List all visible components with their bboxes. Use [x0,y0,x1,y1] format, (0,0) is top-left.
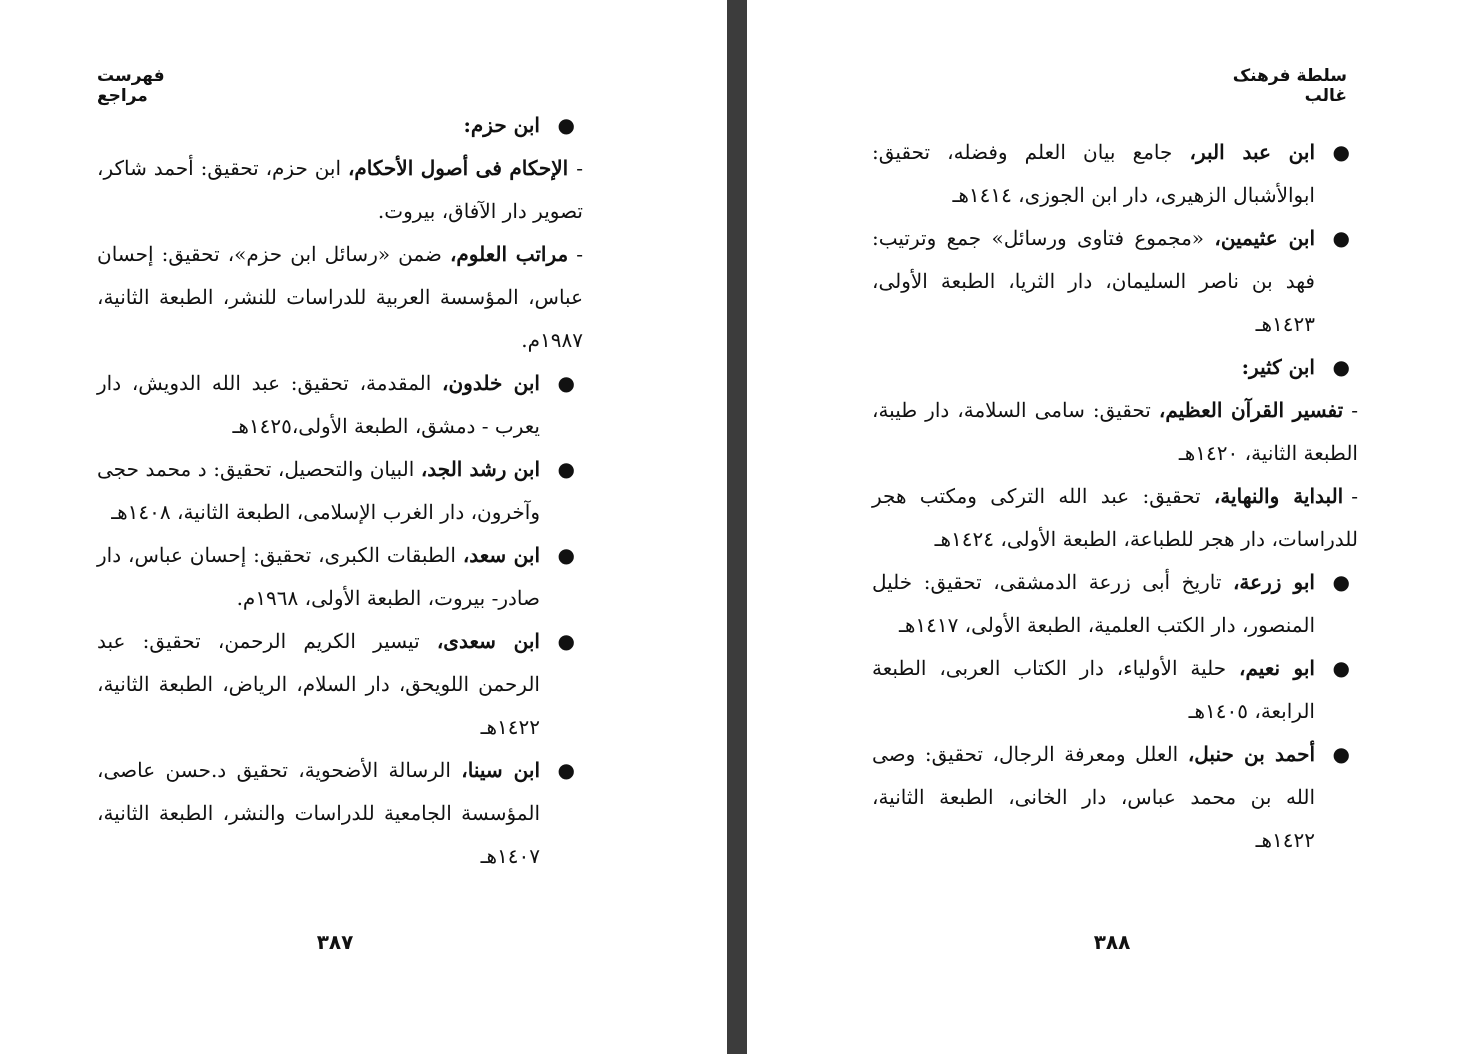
sub-entry [97,147,605,233]
author-name: ابن سعد، [462,543,541,567]
bullet-icon: ● [1332,226,1350,250]
entry-details: المقدمة، تحقيق: عبد الله الدويش، دار يعرب - دمشق، الطبعة الأولى،١٤٢٥هـ [97,371,540,438]
bibliography-entry [97,749,605,878]
bullet-icon: ● [557,758,575,782]
bibliography-entry [97,620,605,749]
author-name: ابن رشد الجد، [420,457,541,481]
bibliography-entry [872,217,1380,346]
bullet-icon: ● [557,629,575,653]
author-name: ابو نعيم، [1239,656,1315,680]
bibliography-entry [97,448,605,534]
entry-details: ضمن «رسائل ابن حزم»، تحقيق: إحسان عباس، المؤسسة العربية للدراسات للنشر، الطبعة الثانية، ١٩٨٧م. [97,242,583,352]
left-page-header: فهرست مراجع [97,66,165,106]
author-name: ابن عبد البر، [1189,140,1316,164]
right-page-number: ٣٨٨ [1093,930,1131,954]
author-name: ابن كثير: [1241,355,1315,379]
bullet-icon: ● [1332,570,1350,594]
author-name: ابو زرعة، [1232,570,1315,594]
dash-marker: - [576,156,584,180]
book-title: تفسير القرآن العظيم، [1158,398,1344,422]
bibliography-entry [872,647,1380,733]
author-name: ابن عثيمين، [1214,226,1315,250]
entry-details: الطبقات الكبرى، تحقيق: إحسان عباس، دار صادر- بيروت، الطبعة الأولى، ١٩٦٨م. [97,543,540,610]
entry-details: البيان والتحصيل، تحقيق: د محمد حجى وآخرون، دار الغرب الإسلامى، الطبعة الثانية، ١٤٠٨هـ [97,457,540,524]
sub-entry [872,389,1380,475]
entry-details: تحقيق: سامى السلامة، دار طيبة، الطبعة الثانية، ١٤٢٠هـ [872,398,1358,465]
bibliography-entry [97,362,605,448]
right-page-content [872,131,1380,862]
bullet-icon: ● [557,543,575,567]
author-name: ابن سينا، [461,758,540,782]
bullet-icon: ● [1332,140,1350,164]
entry-details: الرسالة الأضحوية، تحقيق د.حسن عاصى، المؤسسة الجامعية للدراسات والنشر، الطبعة الثانية، ١٤٠٧هـ [97,758,540,868]
sub-entry [97,233,605,362]
author-name: أحمد بن حنبل، [1187,742,1315,766]
dash-marker: - [1351,398,1358,422]
entry-details: تحقيق: عبد الله التركى ومكتب هجر للدراسات، دار هجر للطباعة، الطبعة الأولى، ١٤٢٤هـ [872,484,1358,551]
left-page [0,0,727,1054]
author-name: ابن حزم: [463,113,540,137]
bibliography-entry [872,561,1380,647]
dash-marker: - [576,242,583,266]
right-page [747,0,1474,1054]
book-title: البداية والنهاية، [1213,484,1344,508]
bullet-icon: ● [557,457,575,481]
bibliography-entry [97,534,605,620]
entry-details: العلل ومعرفة الرجال، تحقيق: وصى الله بن محمد عباس، دار الخانى، الطبعة الثانية، ١٤٢٢هـ [872,742,1316,852]
entry-details: تيسير الكريم الرحمن، تحقيق: عبد الرحمن اللويحق، دار السلام، الرياض، الطبعة الثانية، ١٤٢٢هـ [97,629,540,739]
bullet-icon: ● [1332,355,1350,379]
entry-details: تاريخ أبى زرعة الدمشقى، تحقيق: خليل المنصور، دار الكتب العلمية، الطبعة الأولى، ١٤١٧هـ [872,570,1315,637]
entry-details: «مجموع فتاوى ورسائل» جمع وترتيب: فهد بن ناصر السليمان، دار الثريا، الطبعة الأولى، ١٤٢٣هـ [872,226,1315,336]
bibliography-entry [872,131,1380,217]
bibliography-entry [97,104,605,147]
bullet-icon: ● [1332,742,1350,766]
book-gutter [727,0,747,1054]
right-page-header: سلطة فرهنک غالب [1232,66,1347,106]
bullet-icon: ● [1332,656,1350,680]
left-page-content [97,104,605,878]
bibliography-entry [872,733,1380,862]
dash-marker: - [1351,484,1358,508]
entry-details: حلية الأولياء، دار الكتاب العربى، الطبعة الرابعة، ١٤٠٥هـ [872,656,1315,723]
book-title: مراتب العلوم، [449,242,569,266]
entry-details: جامع بيان العلم وفضله، تحقيق: ابوالأشبال الزهيرى، دار ابن الجوزى، ١٤١٤هـ [872,140,1315,207]
author-name: ابن سعدى، [436,629,540,653]
author-name: ابن خلدون، [442,371,540,395]
bibliography-entry [872,346,1380,389]
sub-entry [872,475,1380,561]
bullet-icon: ● [557,371,575,395]
bullet-icon: ● [557,113,575,137]
book-title: الإحكام فى أصول الأحكام، [347,156,569,180]
entry-details: ابن حزم، تحقيق: أحمد شاكر، تصوير دار الآفاق، بيروت. [97,156,583,223]
left-page-number: ٣٨٧ [316,930,354,954]
